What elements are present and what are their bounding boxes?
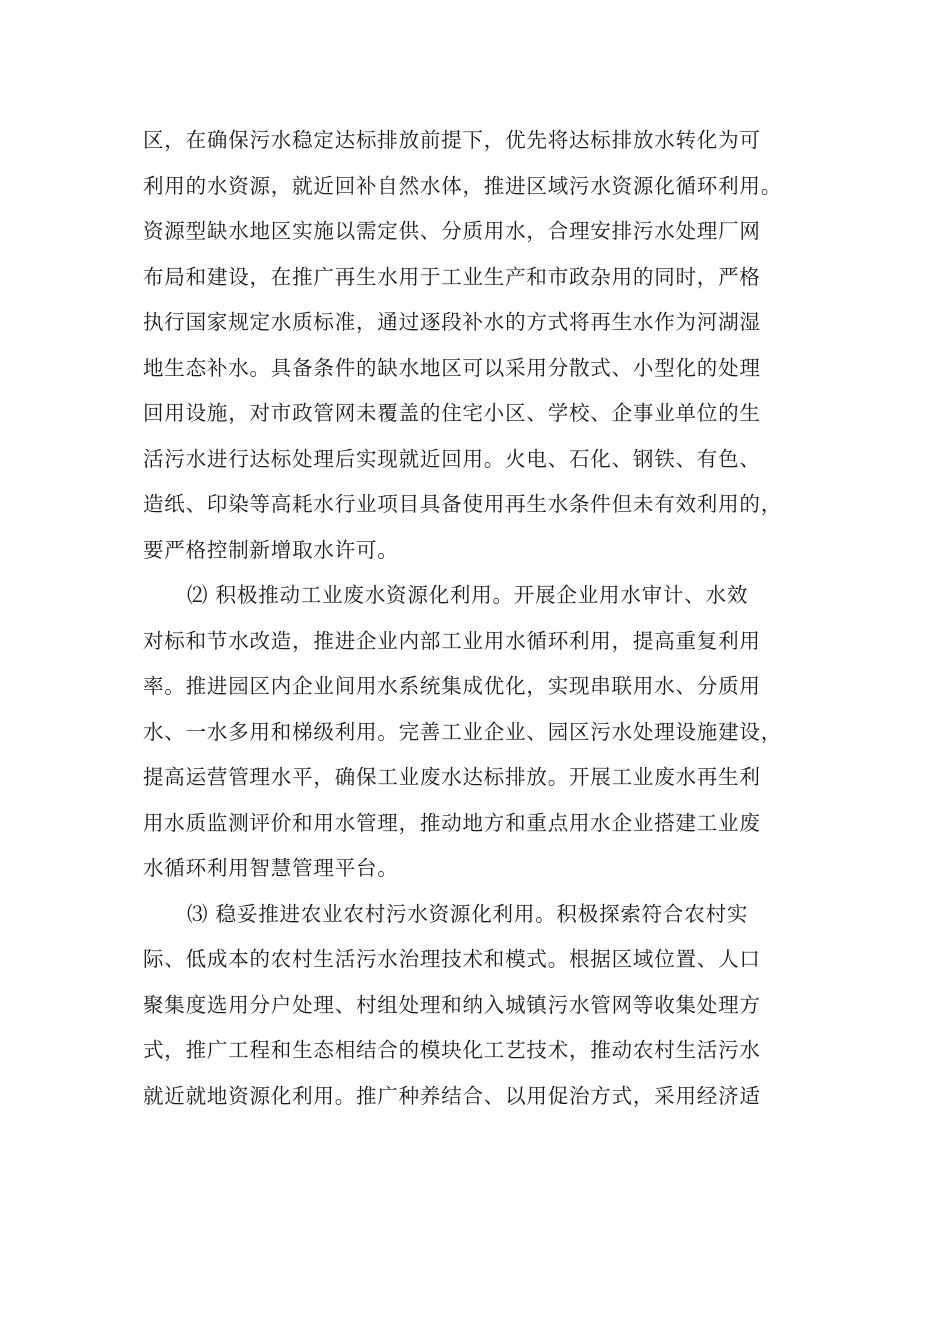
text-line: 水循环利用智慧管理平台。 (143, 856, 399, 880)
text-line: 水、一水多用和梯级利用。完善工业企业、园区污水处理设施建设， (143, 719, 782, 744)
text-line: ⑵ 积极推动工业废水资源化利用。开展企业用水审计、水效 (187, 583, 749, 607)
text-line: 造纸、印染等高耗水行业项目具备使用再生水条件但未有效利用的， (143, 492, 782, 516)
text-line: 要严格控制新增取水许可。 (143, 537, 399, 562)
paragraph-continuation (143, 118, 843, 573)
text-line: 执行国家规定水质标准，通过逐段补水的方式将再生水作为河湖湿 (143, 310, 761, 334)
text-line: 际、低成本的农村生活污水治理技术和模式。根据区域位置、人口 (143, 947, 761, 971)
text-line: 布局和建设，在推广再生水用于工业生产和市政杂用的同时，严格 (143, 264, 761, 289)
text-line: 回用设施，对市政管网未覆盖的住宅小区、学校、企事业单位的生 (143, 401, 761, 425)
text-line: 利用的水资源，就近回补自然水体，推进区域污水资源化循环利用。 (143, 173, 782, 198)
text-line: 资源型缺水地区实施以需定供、分质用水，合理安排污水处理厂网 (143, 219, 761, 243)
text-line: 式，推广工程和生态相结合的模块化工艺技术，推动农村生活污水 (143, 1038, 761, 1062)
text-line: 地生态补水。具备条件的缺水地区可以采用分散式、小型化的处理 (143, 355, 761, 380)
text-line: 活污水进行达标处理后实现就近回用。火电、石化、钢铁、有色、 (143, 446, 761, 471)
text-line: 提高运营管理水平，确保工业废水达标排放。开展工业废水再生利 (143, 765, 761, 789)
paragraph-industrial-wastewater (143, 573, 843, 892)
paragraph-rural-wastewater (143, 892, 843, 1120)
text-line: 就近就地资源化利用。推广种养结合、以用促治方式，采用经济适 (143, 1083, 761, 1108)
text-line: 用水质监测评价和用水管理，推动地方和重点用水企业搭建工业废 (143, 810, 761, 835)
body-text (143, 118, 843, 1119)
text-line: 率。推进园区内企业间用水系统集成优化，实现串联用水、分质用 (143, 674, 761, 698)
text-line: ⑶ 稳妥推进农业农村污水资源化利用。积极探索符合农村实 (187, 901, 749, 926)
text-line: 区，在确保污水稳定达标排放前提下，优先将达标排放水转化为可 (143, 128, 761, 152)
text-line: 对标和节水改造，推进企业内部工业用水循环利用，提高重复利用 (143, 628, 761, 653)
text-line: 聚集度选用分户处理、村组处理和纳入城镇污水管网等收集处理方 (143, 992, 761, 1017)
